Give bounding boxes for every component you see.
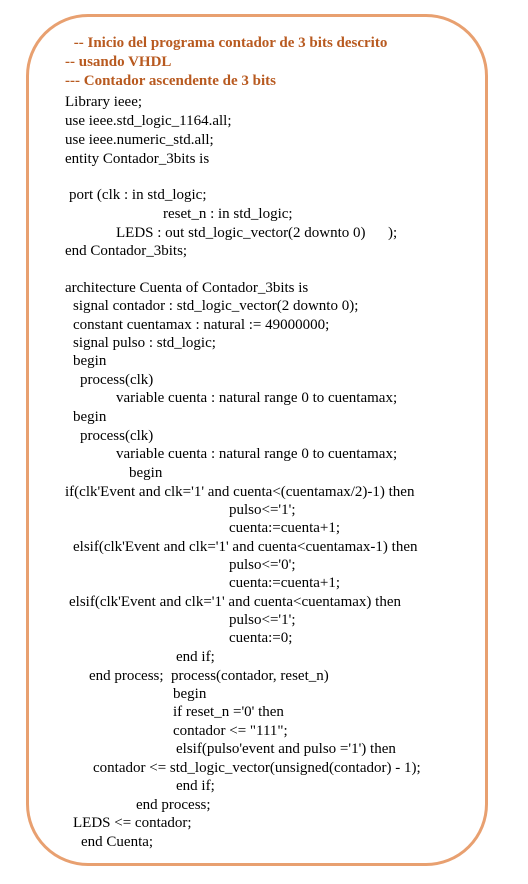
code-line: LEDS : out std_logic_vector(2 downto 0) ); — [116, 225, 398, 241]
code-line: pulso<='0'; — [229, 557, 296, 573]
code-line: pulso<='1'; — [229, 502, 296, 518]
code-comment-line: -- Inicio del programa contador de 3 bits descrito — [70, 35, 388, 51]
code-line: begin — [73, 409, 107, 425]
code-line: architecture Cuenta of Contador_3bits is — [65, 280, 309, 296]
code-line: end process; process(contador, reset_n) — [89, 668, 329, 684]
code-line: constant cuentamax : natural := 49000000; — [73, 317, 330, 333]
code-line: signal pulso : std_logic; — [73, 335, 216, 351]
code-line: elsif(clk'Event and clk='1' and cuenta<cuentamax) then — [69, 594, 401, 610]
code-line: end Contador_3bits; — [65, 243, 188, 259]
code-line: port (clk : in std_logic; — [69, 187, 207, 203]
code-line: cuenta:=0; — [229, 630, 293, 646]
code-line: process(clk) — [80, 428, 154, 444]
code-line: LEDS <= contador; — [73, 815, 192, 831]
code-line: end process; — [136, 797, 211, 813]
code-line: elsif(clk'Event and clk='1' and cuenta<cuentamax-1) then — [73, 539, 418, 555]
code-line: contador <= std_logic_vector(unsigned(contador) - 1); — [93, 760, 421, 776]
code-line: Library ieee; — [65, 94, 143, 110]
code-line: if(clk'Event and clk='1' and cuenta<(cuentamax/2)-1) then — [65, 484, 415, 500]
code-line: contador <= "111"; — [173, 723, 288, 739]
code-line: begin — [129, 465, 163, 481]
code-line: if reset_n ='0' then — [173, 704, 284, 720]
code-line: begin — [73, 353, 107, 369]
code-line: elsif(pulso'event and pulso ='1') then — [176, 741, 396, 757]
code-comment-line: -- usando VHDL — [65, 54, 172, 70]
code-line: begin — [173, 686, 207, 702]
code-line: entity Contador_3bits is — [65, 151, 210, 167]
code-line: end if; — [176, 778, 215, 794]
code-line: cuenta:=cuenta+1; — [229, 520, 341, 536]
code-line: variable cuenta : natural range 0 to cuentamax; — [116, 446, 398, 462]
code-line: signal contador : std_logic_vector(2 downto 0); — [73, 298, 359, 314]
code-line: end Cuenta; — [81, 834, 154, 850]
code-line: use ieee.numeric_std.all; — [65, 132, 214, 148]
code-line: cuenta:=cuenta+1; — [229, 575, 341, 591]
code-line: variable cuenta : natural range 0 to cuentamax; — [116, 390, 398, 406]
code-line: reset_n : in std_logic; — [163, 206, 293, 222]
code-line: process(clk) — [80, 372, 154, 388]
code-line: pulso<='1'; — [229, 612, 296, 628]
code-comment-line: --- Contador ascendente de 3 bits — [65, 73, 276, 89]
code-line: end if; — [176, 649, 215, 665]
code-line: use ieee.std_logic_1164.all; — [65, 113, 232, 129]
